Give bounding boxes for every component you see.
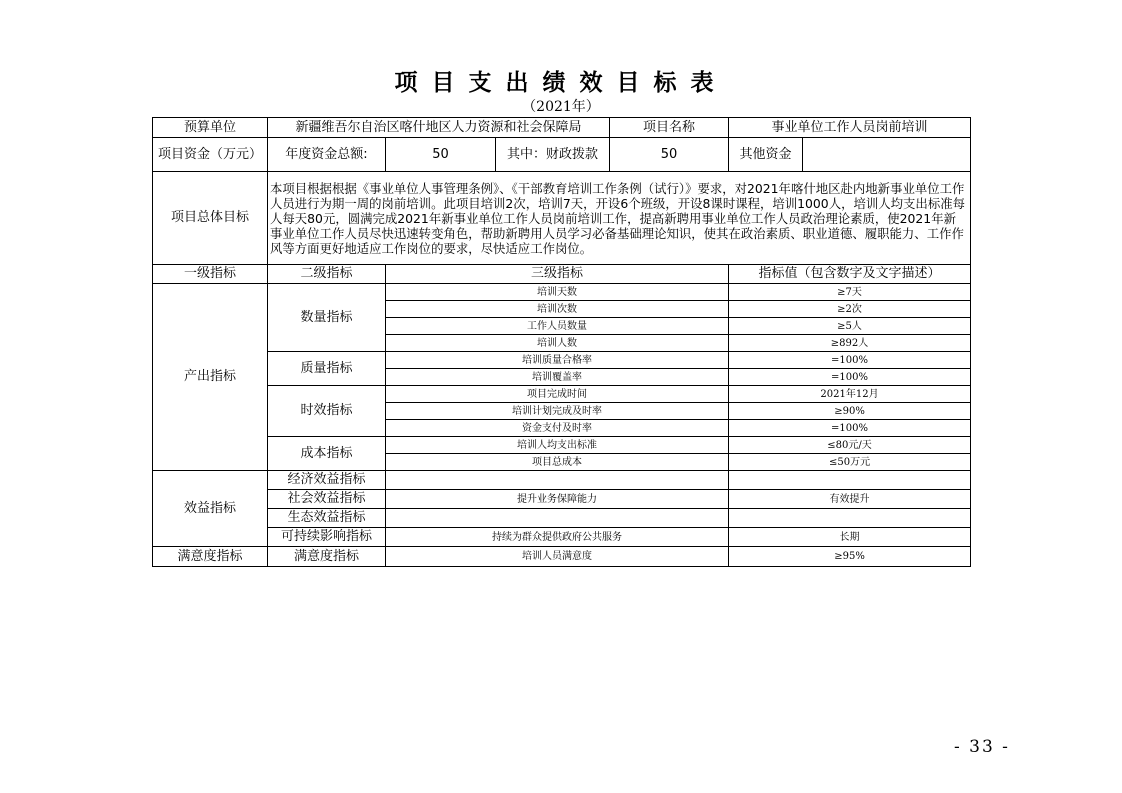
- economic-label: 经济效益指标: [268, 471, 386, 490]
- indicator-value: ≥90%: [729, 403, 971, 420]
- goal-text: 本项目根据根据《事业单位人事管理条例》、《干部教育培训工作条例（试行）》要求，对2021年喀什地区赴内地新事业单位工作人员进行为期一周的岗前培训。此项目培训2次，培训7天，开设6个班级，开设8课时课程，培训1000人，培训人均支出标准每人每天80元，圆满完成2021年新事业单位工作人员岗前培训工作，提高新聘用事业单位工作人员政治理论素质，使2021年新事业单位工作人员尽快迅速转变角色，帮助新聘用人员学习必备基础理论知识，使其在政治素质、职业道德、履职能力、工作作风等方面更好地适应工作岗位的要求，尽快适应工作岗位。: [268, 172, 971, 265]
- indicator-name: 工作人员数量: [386, 318, 729, 335]
- satisfaction-label: 满意度指标: [153, 547, 268, 567]
- indicator-name: [386, 471, 729, 490]
- quality-label: 质量指标: [268, 352, 386, 386]
- other-funds-value: [803, 138, 971, 172]
- budget-unit-value: 新疆维吾尔自治区喀什地区人力资源和社会保障局: [268, 118, 610, 138]
- annual-total-label: 年度资金总额:: [268, 138, 386, 172]
- indicator-name: [386, 509, 729, 528]
- fiscal-label: 其中：财政拨款: [496, 138, 610, 172]
- indicator-value: ≥7天: [729, 284, 971, 301]
- social-label: 社会效益指标: [268, 490, 386, 509]
- page-number: - 33 -: [954, 737, 1010, 757]
- indicator-name: 培训人员满意度: [386, 547, 729, 567]
- ecological-label: 生态效益指标: [268, 509, 386, 528]
- table-row: [153, 509, 971, 528]
- indicator-value: [729, 471, 971, 490]
- indicator-value: =100%: [729, 369, 971, 386]
- col-header-level3: 三级指标: [386, 265, 729, 284]
- year-label: （2021年）: [522, 99, 600, 115]
- indicator-value: ≤50万元: [729, 454, 971, 471]
- indicator-value: 2021年12月: [729, 386, 971, 403]
- indicator-value: 有效提升: [729, 490, 971, 509]
- table-row: [153, 386, 971, 403]
- indicator-name: 提升业务保障能力: [386, 490, 729, 509]
- indicator-value: =100%: [729, 420, 971, 437]
- project-name-label: 项目名称: [610, 118, 729, 138]
- table-row: [153, 437, 971, 454]
- indicator-value: 长期: [729, 528, 971, 547]
- project-name-value: 事业单位工作人员岗前培训: [729, 118, 971, 138]
- output-label: 产出指标: [153, 284, 268, 471]
- benefit-label: 效益指标: [153, 471, 268, 547]
- indicator-name: 培训人均支出标准: [386, 437, 729, 454]
- goal-label: 项目总体目标: [153, 172, 268, 265]
- indicator-name: 培训次数: [386, 301, 729, 318]
- table-row: [153, 547, 971, 567]
- table-row: [153, 528, 971, 547]
- page-title: 项目支出绩效目标表: [394, 70, 728, 96]
- indicator-name: 培训质量合格率: [386, 352, 729, 369]
- indicator-name: 培训人数: [386, 335, 729, 352]
- indicator-name: 项目完成时间: [386, 386, 729, 403]
- indicator-value: ≥892人: [729, 335, 971, 352]
- table-row: [153, 471, 971, 490]
- indicator-name: 项目总成本: [386, 454, 729, 471]
- budget-unit-row: [153, 118, 971, 138]
- indicator-name: 资金支付及时率: [386, 420, 729, 437]
- annual-total-value: 50: [386, 138, 496, 172]
- timeliness-label: 时效指标: [268, 386, 386, 437]
- indicator-name: 培训覆盖率: [386, 369, 729, 386]
- funds-row: [153, 138, 971, 172]
- indicator-name: 持续为群众提供政府公共服务: [386, 528, 729, 547]
- indicator-value: ≥2次: [729, 301, 971, 318]
- budget-unit-label: 预算单位: [153, 118, 268, 138]
- col-header-level1: 一级指标: [153, 265, 268, 284]
- column-header-row: [153, 265, 971, 284]
- satisfaction-sub-label: 满意度指标: [268, 547, 386, 567]
- fiscal-value: 50: [610, 138, 729, 172]
- indicator-value: ≥95%: [729, 547, 971, 567]
- goal-row: [153, 172, 971, 265]
- table-row: [153, 352, 971, 369]
- funds-label: 项目资金（万元）: [153, 138, 268, 172]
- cost-label: 成本指标: [268, 437, 386, 471]
- indicator-name: 培训天数: [386, 284, 729, 301]
- quantity-label: 数量指标: [268, 284, 386, 352]
- performance-table: [152, 117, 971, 567]
- sustainable-label: 可持续影响指标: [268, 528, 386, 547]
- indicator-value: =100%: [729, 352, 971, 369]
- indicator-value: [729, 509, 971, 528]
- table-row: [153, 284, 971, 301]
- indicator-value: ≥5人: [729, 318, 971, 335]
- col-header-value: 指标值（包含数字及文字描述）: [729, 265, 971, 284]
- indicator-value: ≤80元/天: [729, 437, 971, 454]
- table-row: [153, 490, 971, 509]
- indicator-name: 培训计划完成及时率: [386, 403, 729, 420]
- other-funds-label: 其他资金: [729, 138, 803, 172]
- col-header-level2: 二级指标: [268, 265, 386, 284]
